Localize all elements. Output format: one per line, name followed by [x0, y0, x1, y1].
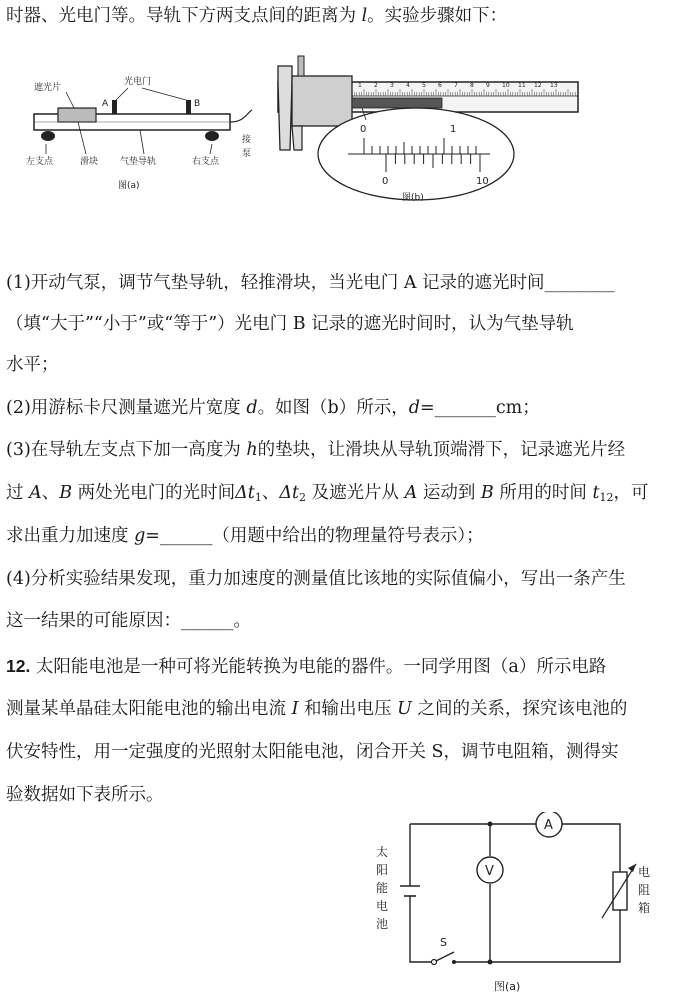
- main-scale-label: 12: [534, 82, 542, 89]
- q11-part2: (2)用游标卡尺测量遮光片宽度 d。如图（b）所示，d=_______cm；: [6, 398, 540, 418]
- figure-air-track: [20, 70, 260, 200]
- label-gate-a: A: [102, 99, 109, 109]
- switch: [436, 952, 454, 961]
- circuit-caption: 图(a): [494, 980, 521, 993]
- main-scale-label: 10: [502, 82, 510, 89]
- main-scale-label: 13: [550, 82, 558, 89]
- resistor-label-1: 电: [638, 865, 651, 879]
- main-scale-label: 1: [358, 82, 362, 89]
- q11-part1-line2: （填“大于”“小于”或“等于”）光电门 B 记录的遮光时间时，认为气垫导轨: [6, 314, 574, 334]
- main-scale-label: 9: [486, 82, 490, 89]
- zoom-bottom-10: 10: [476, 176, 489, 187]
- switch-label: S: [440, 936, 447, 949]
- q11-part1-line1: (1)开动气泵，调节气垫导轨，轻推滑块，当光电门 A 记录的遮光时间________: [6, 273, 615, 293]
- main-scale-label: 5: [422, 82, 426, 89]
- battery-label-4: 电: [376, 899, 389, 913]
- voltmeter-label: V: [485, 864, 494, 879]
- main-scale-label: 4: [406, 82, 410, 89]
- label-pump-2: 泵: [242, 149, 252, 159]
- resistor-label-2: 阻: [638, 883, 651, 897]
- resistance-box: [613, 872, 627, 910]
- photogate-b: [186, 100, 191, 114]
- battery-label-2: 阳: [376, 863, 389, 877]
- label-pump-1: 接: [242, 135, 252, 145]
- resistor-label-3: 箱: [638, 901, 651, 915]
- q11-part4-line1: (4)分析实验结果发现，重力加速度的测量值比该地的实际值偏小，写出一条产生: [6, 569, 626, 589]
- main-scale-label: 7: [454, 82, 458, 89]
- ammeter-label: A: [544, 818, 553, 833]
- right-support: [205, 131, 219, 141]
- figure-b-caption: 图(b): [402, 193, 424, 203]
- zoom-top-0: 0: [360, 124, 367, 135]
- label-rail: 气垫导轨: [120, 157, 157, 167]
- q12-line2: 测量某单晶硅太阳能电池的输出电流 I 和输出电压 U 之间的关系，探究该电池的: [6, 699, 628, 719]
- slider-block: [58, 108, 96, 122]
- q11-part3-line1: (3)在导轨左支点下加一高度为 h的垫块，让滑块从导轨顶端滑下，记录遮光片经: [6, 440, 626, 460]
- label-slider: 滑块: [80, 157, 99, 167]
- q11-part4-line2: 这一结果的可能原因：______。: [6, 611, 251, 631]
- figure-a-caption: 图(a): [118, 181, 140, 191]
- battery-label-1: 太: [376, 845, 389, 859]
- zoom-top-1: 1: [450, 124, 457, 135]
- air-pipe: [230, 110, 252, 122]
- intro-line: 时器、光电门等。导轨下方两支点间的距离为 l。实验步骤如下：: [6, 6, 508, 26]
- label-right-support: 右支点: [192, 157, 220, 167]
- caliper-fixed-jaw: [278, 66, 292, 150]
- main-scale-label: 3: [390, 82, 394, 89]
- q11-part3-line2: 过 A、B 两处光电门的光时间$\Delta t_1$、$\Delta t_2$ 及遮光片从 A 运动到 B 所用的时间 $t_{12}$，可: [6, 483, 649, 504]
- q12-line1: 12. 太阳能电池是一种可将光能转换为电能的器件。一同学用图（a）所示电路: [6, 656, 607, 677]
- photogate-a: [112, 100, 117, 114]
- question-number: 12.: [6, 656, 31, 676]
- main-scale-label: 11: [518, 82, 526, 89]
- circuit-diagram: [370, 812, 660, 998]
- q11-part3-line3: 求出重力加速度 g=______（用题中给出的物理量符号表示）；: [6, 526, 484, 546]
- q11-part1-line3: 水平；: [6, 355, 59, 375]
- caliper-slider: [292, 76, 352, 126]
- q12-line3: 伏安特性，用一定强度的光照射太阳能电池，闭合开关 S，调节电阻箱，测得实: [6, 742, 619, 762]
- q12-line4: 验数据如下表所示。: [6, 785, 164, 805]
- main-scale-label: 2: [374, 82, 378, 89]
- battery-label-5: 池: [376, 917, 389, 931]
- label-photogates: 光电门: [124, 77, 152, 87]
- label-shade: 遮光片: [34, 83, 62, 93]
- label-gate-b: B: [194, 99, 201, 109]
- main-scale-label: 8: [470, 82, 474, 89]
- zoom-bottom-0: 0: [382, 176, 389, 187]
- left-support: [41, 131, 55, 141]
- main-scale-label: 6: [438, 82, 442, 89]
- figure-vernier-caliper: [258, 46, 588, 204]
- label-left-support: 左支点: [26, 157, 54, 167]
- battery-label-3: 能: [376, 881, 389, 895]
